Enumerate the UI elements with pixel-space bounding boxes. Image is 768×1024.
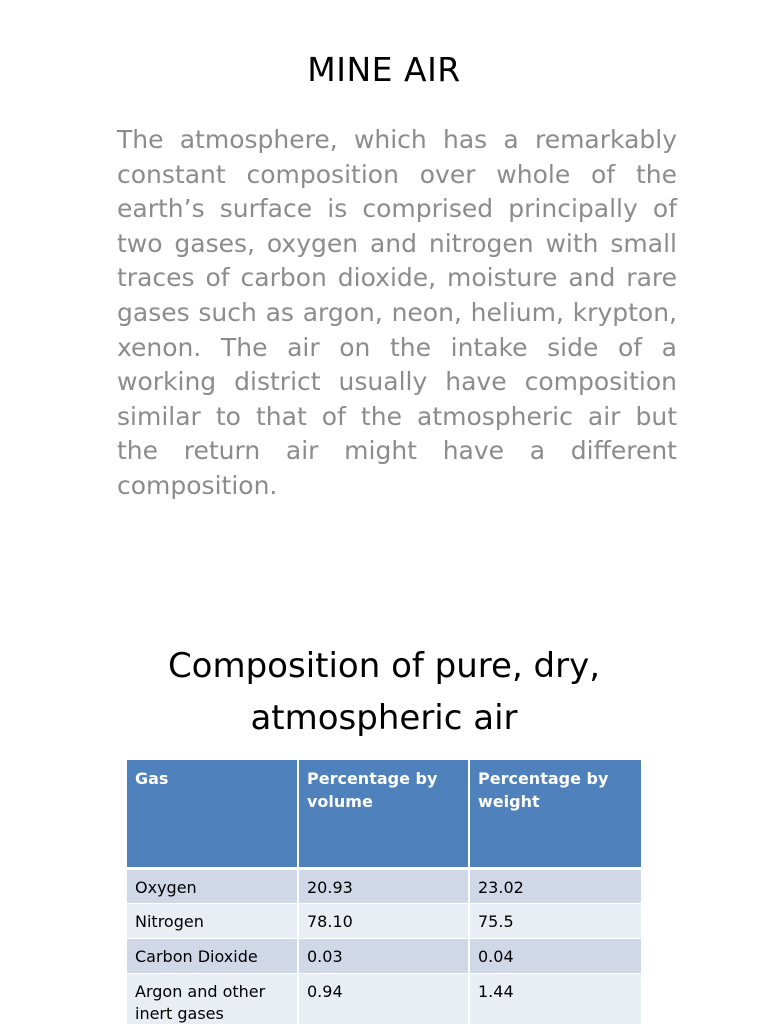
table-heading [0, 640, 768, 744]
intro-paragraph: The atmosphere, which has a remarkably constant composition over whole of the earth’s surface is comprised principally of two gases, oxygen and nitrogen with small traces of carbon dioxide, moisture and rare gases such as argon, neon, helium, krypton, xenon. The air on the intake side of a working district usually have composition similar to that of the atmospheric air but the return air might have a different composition. [117, 125, 677, 500]
table-heading-line-1: Composition of pure, dry, [167, 646, 601, 686]
table-row [127, 903, 641, 938]
cell-weight: 23.02 [469, 868, 641, 903]
header-weight: Percentage by weight [469, 760, 641, 868]
table-row [127, 938, 641, 973]
table-heading-line-2: atmospheric air [250, 698, 518, 738]
table-header-row [127, 760, 641, 868]
header-gas: Gas [127, 760, 298, 868]
cell-volume: 0.03 [298, 938, 469, 973]
table-row [127, 973, 641, 1024]
header-volume: Percentage by volume [298, 760, 469, 868]
cell-gas: Nitrogen [127, 903, 298, 938]
cell-volume: 78.10 [298, 903, 469, 938]
cell-weight: 0.04 [469, 938, 641, 973]
cell-volume: 0.94 [298, 973, 469, 1024]
page-title: MINE AIR [307, 50, 461, 89]
cell-volume: 20.93 [298, 868, 469, 903]
cell-gas: Argon and other inert gases [127, 973, 298, 1024]
cell-weight: 1.44 [469, 973, 641, 1024]
cell-weight: 75.5 [469, 903, 641, 938]
cell-gas: Carbon Dioxide [127, 938, 298, 973]
cell-gas: Oxygen [127, 868, 298, 903]
composition-table [127, 760, 641, 1024]
table-row [127, 868, 641, 903]
